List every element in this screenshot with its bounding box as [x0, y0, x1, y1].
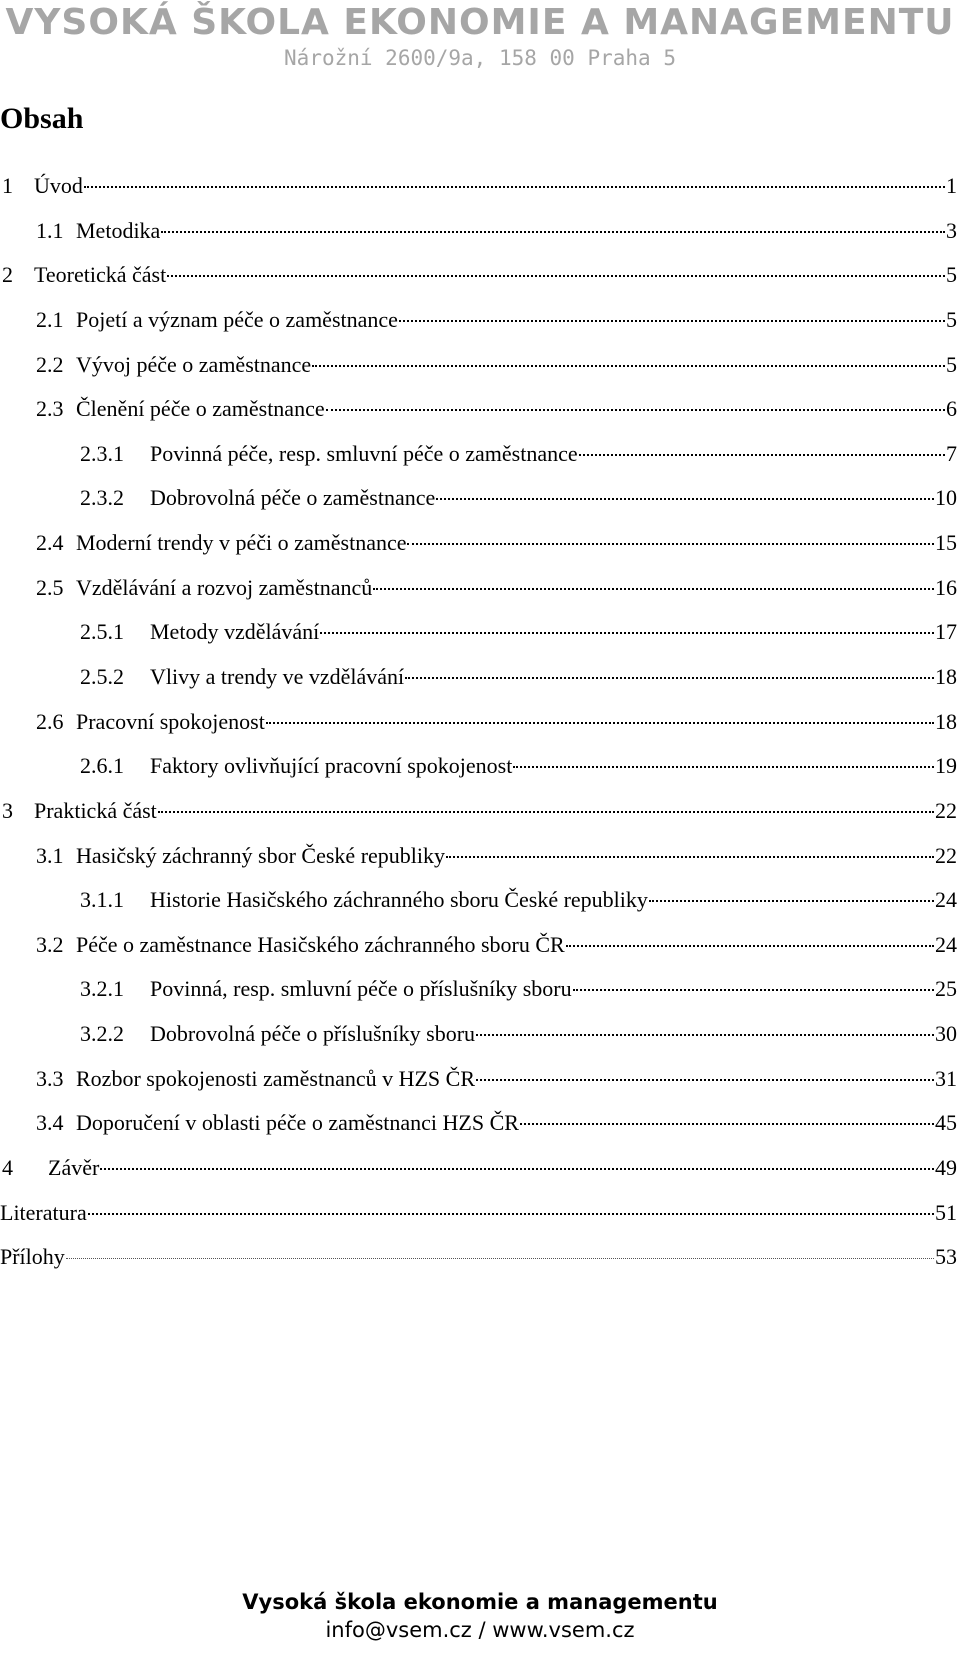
toc-entry-title: Historie Hasičského záchranného sboru České republiky	[150, 887, 648, 912]
toc-entry-title: Vlivy a trendy ve vzdělávání	[150, 664, 405, 689]
toc-entry-page: 18	[935, 709, 957, 734]
institution-address: Nárožní 2600/9a, 158 00 Praha 5	[284, 46, 676, 70]
toc-entry-title: Moderní trendy v péči o zaměstnance	[76, 530, 407, 555]
toc-entry-page: 25	[935, 976, 957, 1001]
toc-entry[interactable]	[0, 932, 957, 962]
toc-entry-number: 3.1	[36, 843, 64, 868]
toc-entry-page: 7	[946, 441, 957, 466]
toc-entry-number: 4	[2, 1155, 13, 1180]
toc-leader-dots	[266, 722, 934, 724]
toc-entry[interactable]	[0, 1244, 957, 1274]
toc-leader-dots	[158, 811, 934, 813]
toc-entry-number: 2.4	[36, 530, 64, 555]
toc-entry-title: Členění péče o zaměstnance	[76, 396, 325, 421]
toc-entry-title: Pojetí a význam péče o zaměstnance	[76, 307, 398, 332]
toc-entry[interactable]	[0, 1066, 957, 1096]
toc-leader-dots	[579, 454, 945, 456]
toc-entry-number: 3.1.1	[80, 887, 124, 912]
toc-entry-number: 3.3	[36, 1066, 64, 1091]
toc-entry-number: 3	[2, 798, 13, 823]
toc-leader-dots	[373, 588, 934, 590]
toc-entry-title: Péče o zaměstnance Hasičského záchranného sboru ČR	[76, 932, 565, 957]
toc-entry[interactable]	[0, 753, 957, 783]
toc-entry-title: Rozbor spokojenosti zaměstnanců v HZS ČR	[76, 1066, 476, 1091]
toc-entry-page: 17	[935, 619, 957, 644]
toc-entry[interactable]	[0, 1155, 957, 1185]
toc-entry-number: 2.6	[36, 709, 64, 734]
institution-name: VYSOKÁ ŠKOLA EKONOMIE A MANAGEMENTU	[5, 2, 955, 43]
toc-entry[interactable]	[0, 976, 957, 1006]
toc-entry-number: 2.6.1	[80, 753, 124, 778]
toc-leader-dots	[446, 856, 934, 858]
toc-leader-dots	[84, 186, 945, 188]
toc-leader-dots	[476, 1079, 934, 1081]
toc-entry-page: 6	[946, 396, 957, 421]
toc-entry[interactable]	[0, 396, 957, 426]
toc-entry-title: Hasičský záchranný sbor České republiky	[76, 843, 446, 868]
toc-leader-dots	[399, 320, 945, 322]
toc-entry-page: 30	[935, 1021, 957, 1046]
toc-leader-dots	[161, 231, 945, 233]
toc-leader-dots	[407, 543, 934, 545]
toc-entry-number: 2.5.2	[80, 664, 124, 689]
toc-entry-title: Dobrovolná péče o příslušníky sboru	[150, 1021, 476, 1046]
toc-entry[interactable]	[0, 664, 957, 694]
toc-heading: Obsah	[0, 102, 84, 135]
toc-entry[interactable]	[0, 218, 957, 248]
toc-entry-number: 1.1	[36, 218, 64, 243]
toc-entry-page: 10	[935, 485, 957, 510]
toc-entry-page: 53	[935, 1244, 957, 1269]
toc-entry-number: 2	[2, 262, 13, 287]
toc-entry-title: Teoretická část	[34, 262, 167, 287]
toc-entry[interactable]	[0, 619, 957, 649]
toc-entry-page: 45	[935, 1110, 957, 1135]
toc-entry-number: 3.4	[36, 1110, 64, 1135]
toc-entry-title: Přílohy	[0, 1244, 65, 1269]
toc-leader-dots	[476, 1034, 934, 1036]
toc-entry[interactable]	[0, 798, 957, 828]
toc-leader-dots	[513, 766, 934, 768]
toc-leader-dots	[326, 409, 945, 411]
toc-entry-page: 22	[935, 798, 957, 823]
toc-leader-dots	[167, 275, 945, 277]
toc-entry-title: Praktická část	[34, 798, 157, 823]
toc-entry-page: 51	[935, 1200, 957, 1225]
toc-entry[interactable]	[0, 352, 957, 382]
toc-entry[interactable]	[0, 575, 957, 605]
toc-entry-page: 1	[946, 173, 957, 198]
toc-entry-page: 15	[935, 530, 957, 555]
toc-entry-title: Povinná péče, resp. smluvní péče o zaměstnance	[150, 441, 578, 466]
toc-entry[interactable]	[0, 843, 957, 873]
toc-entry[interactable]	[0, 441, 957, 471]
toc-leader-dots	[436, 498, 934, 500]
toc-entry-page: 22	[935, 843, 957, 868]
toc-entry-title: Faktory ovlivňující pracovní spokojenost	[150, 753, 513, 778]
toc-entry-number: 3.2.2	[80, 1021, 124, 1046]
toc-entry-number: 1	[2, 173, 13, 198]
toc-entry[interactable]	[0, 307, 957, 337]
toc-entry-page: 5	[946, 307, 957, 332]
toc-entry[interactable]	[0, 887, 957, 917]
footer-contact: info@vsem.cz / www.vsem.cz	[325, 1618, 635, 1642]
toc-entry-title: Metodika	[76, 218, 161, 243]
toc-entry-page: 18	[935, 664, 957, 689]
toc-entry-page: 16	[935, 575, 957, 600]
toc-leader-dots	[405, 677, 934, 679]
toc-entry-page: 19	[935, 753, 957, 778]
toc-entry-title: Doporučení v oblasti péče o zaměstnanci HZS ČR	[76, 1110, 519, 1135]
toc-entry[interactable]	[0, 173, 957, 203]
toc-entry[interactable]	[0, 1200, 957, 1230]
toc-entry-title: Metody vzdělávání	[150, 619, 320, 644]
toc-entry-number: 2.3.2	[80, 485, 124, 510]
toc-entry-number: 2.2	[36, 352, 64, 377]
toc-entry-number: 3.2.1	[80, 976, 124, 1001]
footer-institution-name: Vysoká škola ekonomie a managementu	[242, 1590, 718, 1614]
toc-leader-dots	[66, 1258, 934, 1259]
toc-entry-page: 3	[946, 218, 957, 243]
toc-entry-page: 31	[935, 1066, 957, 1091]
toc-entry-number: 3.2	[36, 932, 64, 957]
toc-entry[interactable]	[0, 530, 957, 560]
toc-entry-title: Pracovní spokojenost	[76, 709, 265, 734]
toc-entry-number: 2.5	[36, 575, 64, 600]
toc-entry[interactable]	[0, 485, 957, 515]
toc-entry-title: Dobrovolná péče o zaměstnance	[150, 485, 436, 510]
toc-entry-title: Úvod	[34, 173, 83, 198]
toc-leader-dots	[312, 365, 945, 367]
toc-entry[interactable]	[0, 709, 957, 739]
toc-entry-title: Povinná, resp. smluvní péče o příslušníky sboru	[150, 976, 572, 1001]
toc-entry-page: 49	[935, 1155, 957, 1180]
toc-entry-title: Vzdělávání a rozvoj zaměstnanců	[76, 575, 373, 600]
toc-entry[interactable]	[0, 262, 957, 292]
toc-entry-page: 5	[946, 352, 957, 377]
toc-leader-dots	[649, 900, 934, 902]
toc-entry[interactable]	[0, 1110, 957, 1140]
toc-entry-title: Literatura	[0, 1200, 87, 1225]
toc-entry-number: 2.3	[36, 396, 64, 421]
toc-leader-dots	[100, 1168, 934, 1170]
toc-entry[interactable]	[0, 1021, 957, 1051]
toc-entry-title: Závěr	[48, 1155, 100, 1180]
toc-leader-dots	[520, 1123, 934, 1125]
toc-leader-dots	[566, 945, 934, 947]
toc-entry-title: Vývoj péče o zaměstnance	[76, 352, 312, 377]
toc-entry-page: 5	[946, 262, 957, 287]
toc-entry-page: 24	[935, 887, 957, 912]
toc-leader-dots	[573, 989, 934, 991]
toc-entry-number: 2.5.1	[80, 619, 124, 644]
toc-entry-page: 24	[935, 932, 957, 957]
toc-leader-dots	[88, 1213, 934, 1215]
toc-entry-number: 2.1	[36, 307, 64, 332]
toc-entry-number: 2.3.1	[80, 441, 124, 466]
toc-leader-dots	[320, 632, 934, 634]
